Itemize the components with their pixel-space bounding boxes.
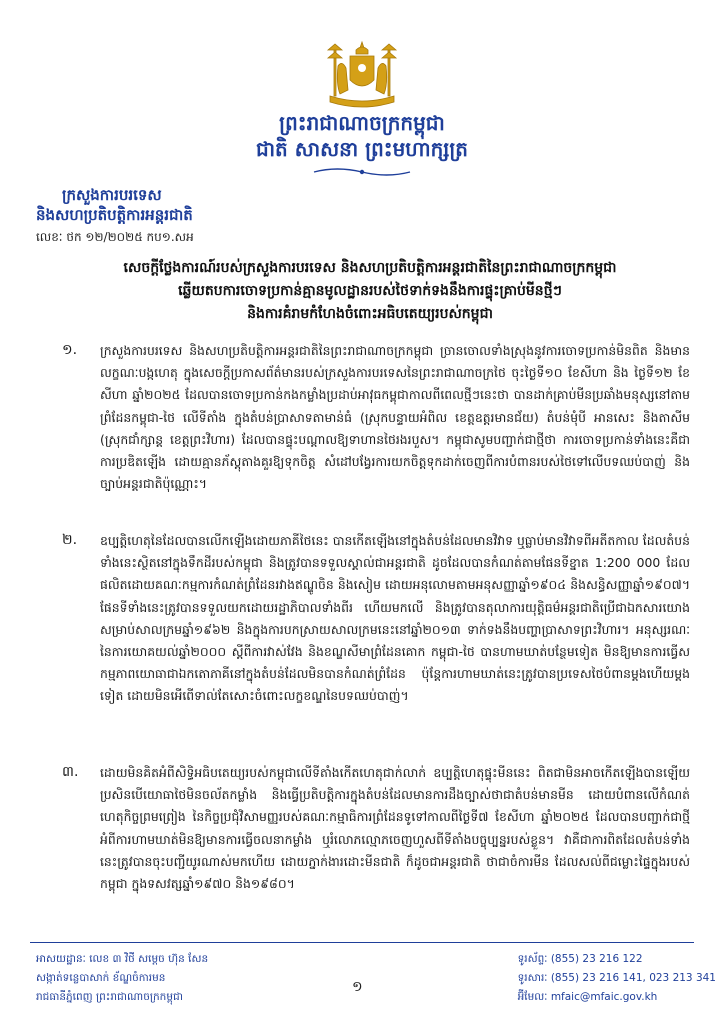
- paragraph-number: ៣.: [62, 764, 79, 780]
- ministry-name-line1: ក្រសួងការបរទេស: [62, 186, 162, 204]
- paragraph-number: ២.: [62, 532, 78, 548]
- paragraph-3: [62, 762, 690, 908]
- document-title-line2: ឆ្លើយតបការចោទប្រកាន់គ្មានមូលដ្ឋានរបស់ថៃទាក់ទងនឹងការផ្ទុះគ្រាប់មីនថ្មីៗ: [178, 283, 562, 299]
- kingdom-name: ព្រះរាជាណាចក្រកម្ពុជា: [279, 111, 445, 135]
- paragraph-text: ដោយមិនគិតអំពីសិទ្ធិអធិបតេយ្យរបស់កម្ពុជាលើទីតាំងកើតហេតុជាក់លាក់ ឧប្បត្តិហេតុផ្ទុះមីននេះ ពិតជាមិនអាចកើតឡើងបានឡើយប្រសិនបើយោធាថៃមិនចល័តកម្លាំង និងធ្វើប្រតិបត្តិការក្នុងតំបន់ដែលមានការដឹងច្បាស់ថាជាតំបន់មានមីន ដោយបំពានលើកំណត់ហេតុកិច្ចព្រមព្រៀង នៃកិច្ចប្រជុំវិសាមញ្ញរបស់គណៈកម្មាធិការព្រំដែនទូទៅកាលពីថ្ងៃទី៧ ខែសីហា ឆ្នាំ២០២៥ ដែលបានបញ្ជាក់ជាថ្មីអំពីការហាមឃាត់មិនឱ្យមានការធ្វើចលនាកម្លាំង ឬរំលោភល្មោភចេញហួសពីទីតាំងបច្ចុប្បន្នរបស់ខ្លួន។ វាគឺជាការពិតដែលតំបន់ទាំងនេះត្រូវបានចុះបញ្ជីយូរណាស់មកហើយ ដោយភ្នាក់ងារដោះមីនជាតិ ក៏ដូចជាអន្តរជាតិ ថាជាចំការមីន ដែលសល់ពីជម្លោះផ្ទៃក្នុងរបស់កម្ពុជា ក្នុងទសវត្សឆ្នាំ១៩៧០ និង១៩៨០។: [100, 765, 690, 892]
- footer-address: [36, 950, 208, 1007]
- phone-number: ទូរស័ព្ទៈ (855) 23 216 122: [517, 953, 643, 965]
- ornament-divider-icon: [312, 166, 412, 178]
- paragraph-1: [62, 340, 690, 508]
- address-line-2: សង្កាត់ទន្លេបាសាក់ ខ័ណ្ឌចំការមន: [36, 972, 166, 984]
- email-address[interactable]: អ៊ីមែលៈ mfaic@mfaic.gov.kh: [517, 991, 658, 1003]
- national-motto: ជាតិ សាសនា ព្រះមហាក្សត្រ: [256, 137, 468, 161]
- paragraph-text: ក្រសួងការបរទេស និងសហប្រតិបត្តិការអន្តរជាតិនៃព្រះរាជាណាចក្រកម្ពុជា ច្រានចោលទាំងស្រុងនូវការចោទប្រកាន់មិនពិត និងមានលក្ខណៈបង្កហេតុ ក្នុងសេចក្តីប្រកាសព័ត៌មានរបស់ក្រសួងការបរទេសនៃព្រះរាជាណាចក្រថៃ ចុះថ្ងៃទី១០ ខែសីហា និង ថ្ងៃទី១២ ខែសីហា ឆ្នាំ២០២៥ ដែលបានចោទប្រកាន់កងកម្លាំងប្រដាប់អាវុធកម្ពុជាកាលពីពេលថ្មីៗនេះថា បានដាក់គ្រាប់មីនប្រឆាំងមនុស្សនៅតាមព្រំដែនកម្ពុជា-ថៃ លើទីតាំង ក្នុងតំបន់ប្រាសាទតាមាន់ធំ (ស្រុកបន្ទាយអំពិល ខេត្តឧត្តរមានជ័យ) តំបន់មុំបី អានសេះ និងតាសីម (ស្រុកជាំក្សាន្ត ខេត្តព្រះវិហារ) ដែលបានផ្ទុះបណ្តាលឱ្យទាហានថៃរងរបួស។ កម្ពុជាសូមបញ្ជាក់ជាថ្មីថា ការចោទប្រកាន់ទាំងនេះគឺជាការប្រឌិតឡើង ដោយគ្មានភ័ស្តុតាងគួរឱ្យទុកចិត្ត សំដៅបង្វែរការយកចិត្តទុកដាក់ចេញពីការបំពានរបស់ថៃទៅលើបទឈប់បាញ់ និងច្បាប់អន្តរជាតិប៉ុណ្ណោះ។: [100, 343, 690, 492]
- page-number: ១: [352, 979, 363, 995]
- address-line-3: រាជធានីភ្នំពេញ ព្រះរាជាណាចក្រកម្ពុជា: [36, 991, 183, 1003]
- footer-divider: [30, 942, 694, 943]
- paragraph-2: [62, 530, 690, 720]
- paragraph-text: ឧប្បត្តិហេតុនៃដែលបានលើកឡើងដោយភាគីថៃនេះ បានកើតឡើងនៅក្នុងតំបន់ដែលមានវិវាទ ឬធ្លាប់មានវិវាទពីអតីតកាល ដែលតំបន់ទាំងនេះស្ថិតនៅក្នុងទឹកដីរបស់កម្ពុជា និងត្រូវបានទទួលស្គាល់ជាអន្តរជាតិ ដូចដែលបានកំណត់តាមផែនទីខ្នាត 1:200 000 ដែលផលិតដោយគណៈកម្មការកំណត់ព្រំដែនរវាងឥណ្ឌូចិន និងសៀម ដោយអនុលោមតាមអនុសញ្ញាឆ្នាំ១៩០៤ និងសន្ធិសញ្ញាឆ្នាំ១៩០៧។ ផែនទីទាំងនេះត្រូវបានទទួលយកដោយរដ្ឋាភិបាលទាំងពីរ ហើយមកលើ និងត្រូវបានតុលាការយុត្តិធម៌អន្តរជាតិប្រើជាឯកសារយោងសម្រាប់សាលក្រមឆ្នាំ១៩៦២ និងក្នុងការបកស្រាយសាលក្រមនេះនៅឆ្នាំ២០១៣ ទាក់ទងនឹងបញ្ហាប្រាសាទព្រះវិហារ។ អនុស្សរណៈនៃការយោគយល់ឆ្នាំ២០០០ ស្តីពីការវាស់វែង និងខណ្ឌសីមាព្រំដែនគោក កម្ពុជា-ថៃ បានហាមឃាត់បន្ថែមទៀត មិនឱ្យមានការធ្វើសកម្មភាពយោធាជាឯកតោភាគីនៅក្នុងតំបន់ដែលមិនបានកំណត់ព្រំដែន ប៉ុន្តែការហាមឃាត់នេះត្រូវបានប្រទេសថៃបំពានម្តងហើយម្តងទៀត ដោយមិនអើពើទាល់តែសោះចំពោះលក្ខខណ្ឌនៃបទឈប់បាញ់។: [100, 533, 690, 704]
- document-title-line3: និងការគំរាមកំហែងចំពោះអធិបតេយ្យរបស់កម្ពុជា: [247, 306, 493, 322]
- document-title-line1: សេចក្តីថ្លែងការណ៍របស់ក្រសួងការបរទេស និងសហប្រតិបត្តិការអន្តរជាតិនៃព្រះរាជាណាចក្រកម្ពុជា: [123, 260, 617, 276]
- fax-number: ទូរសារៈ (855) 23 216 141, 023 213 341: [517, 972, 716, 984]
- paragraph-number: ១.: [62, 342, 78, 358]
- footer-contact: [518, 950, 716, 1007]
- ministry-name-line2: និងសហប្រតិបត្តិការអន្តរជាតិ: [36, 206, 193, 224]
- reference-number: លេខៈ ថក ១២/២០២៥ កប១.សអ: [36, 230, 194, 244]
- address-line-1: អាសយដ្ឋានៈ លេខ ៣ វិថី សម្តេច ហ៊ុន សែន: [36, 953, 209, 965]
- royal-coat-of-arms-icon: [316, 40, 408, 110]
